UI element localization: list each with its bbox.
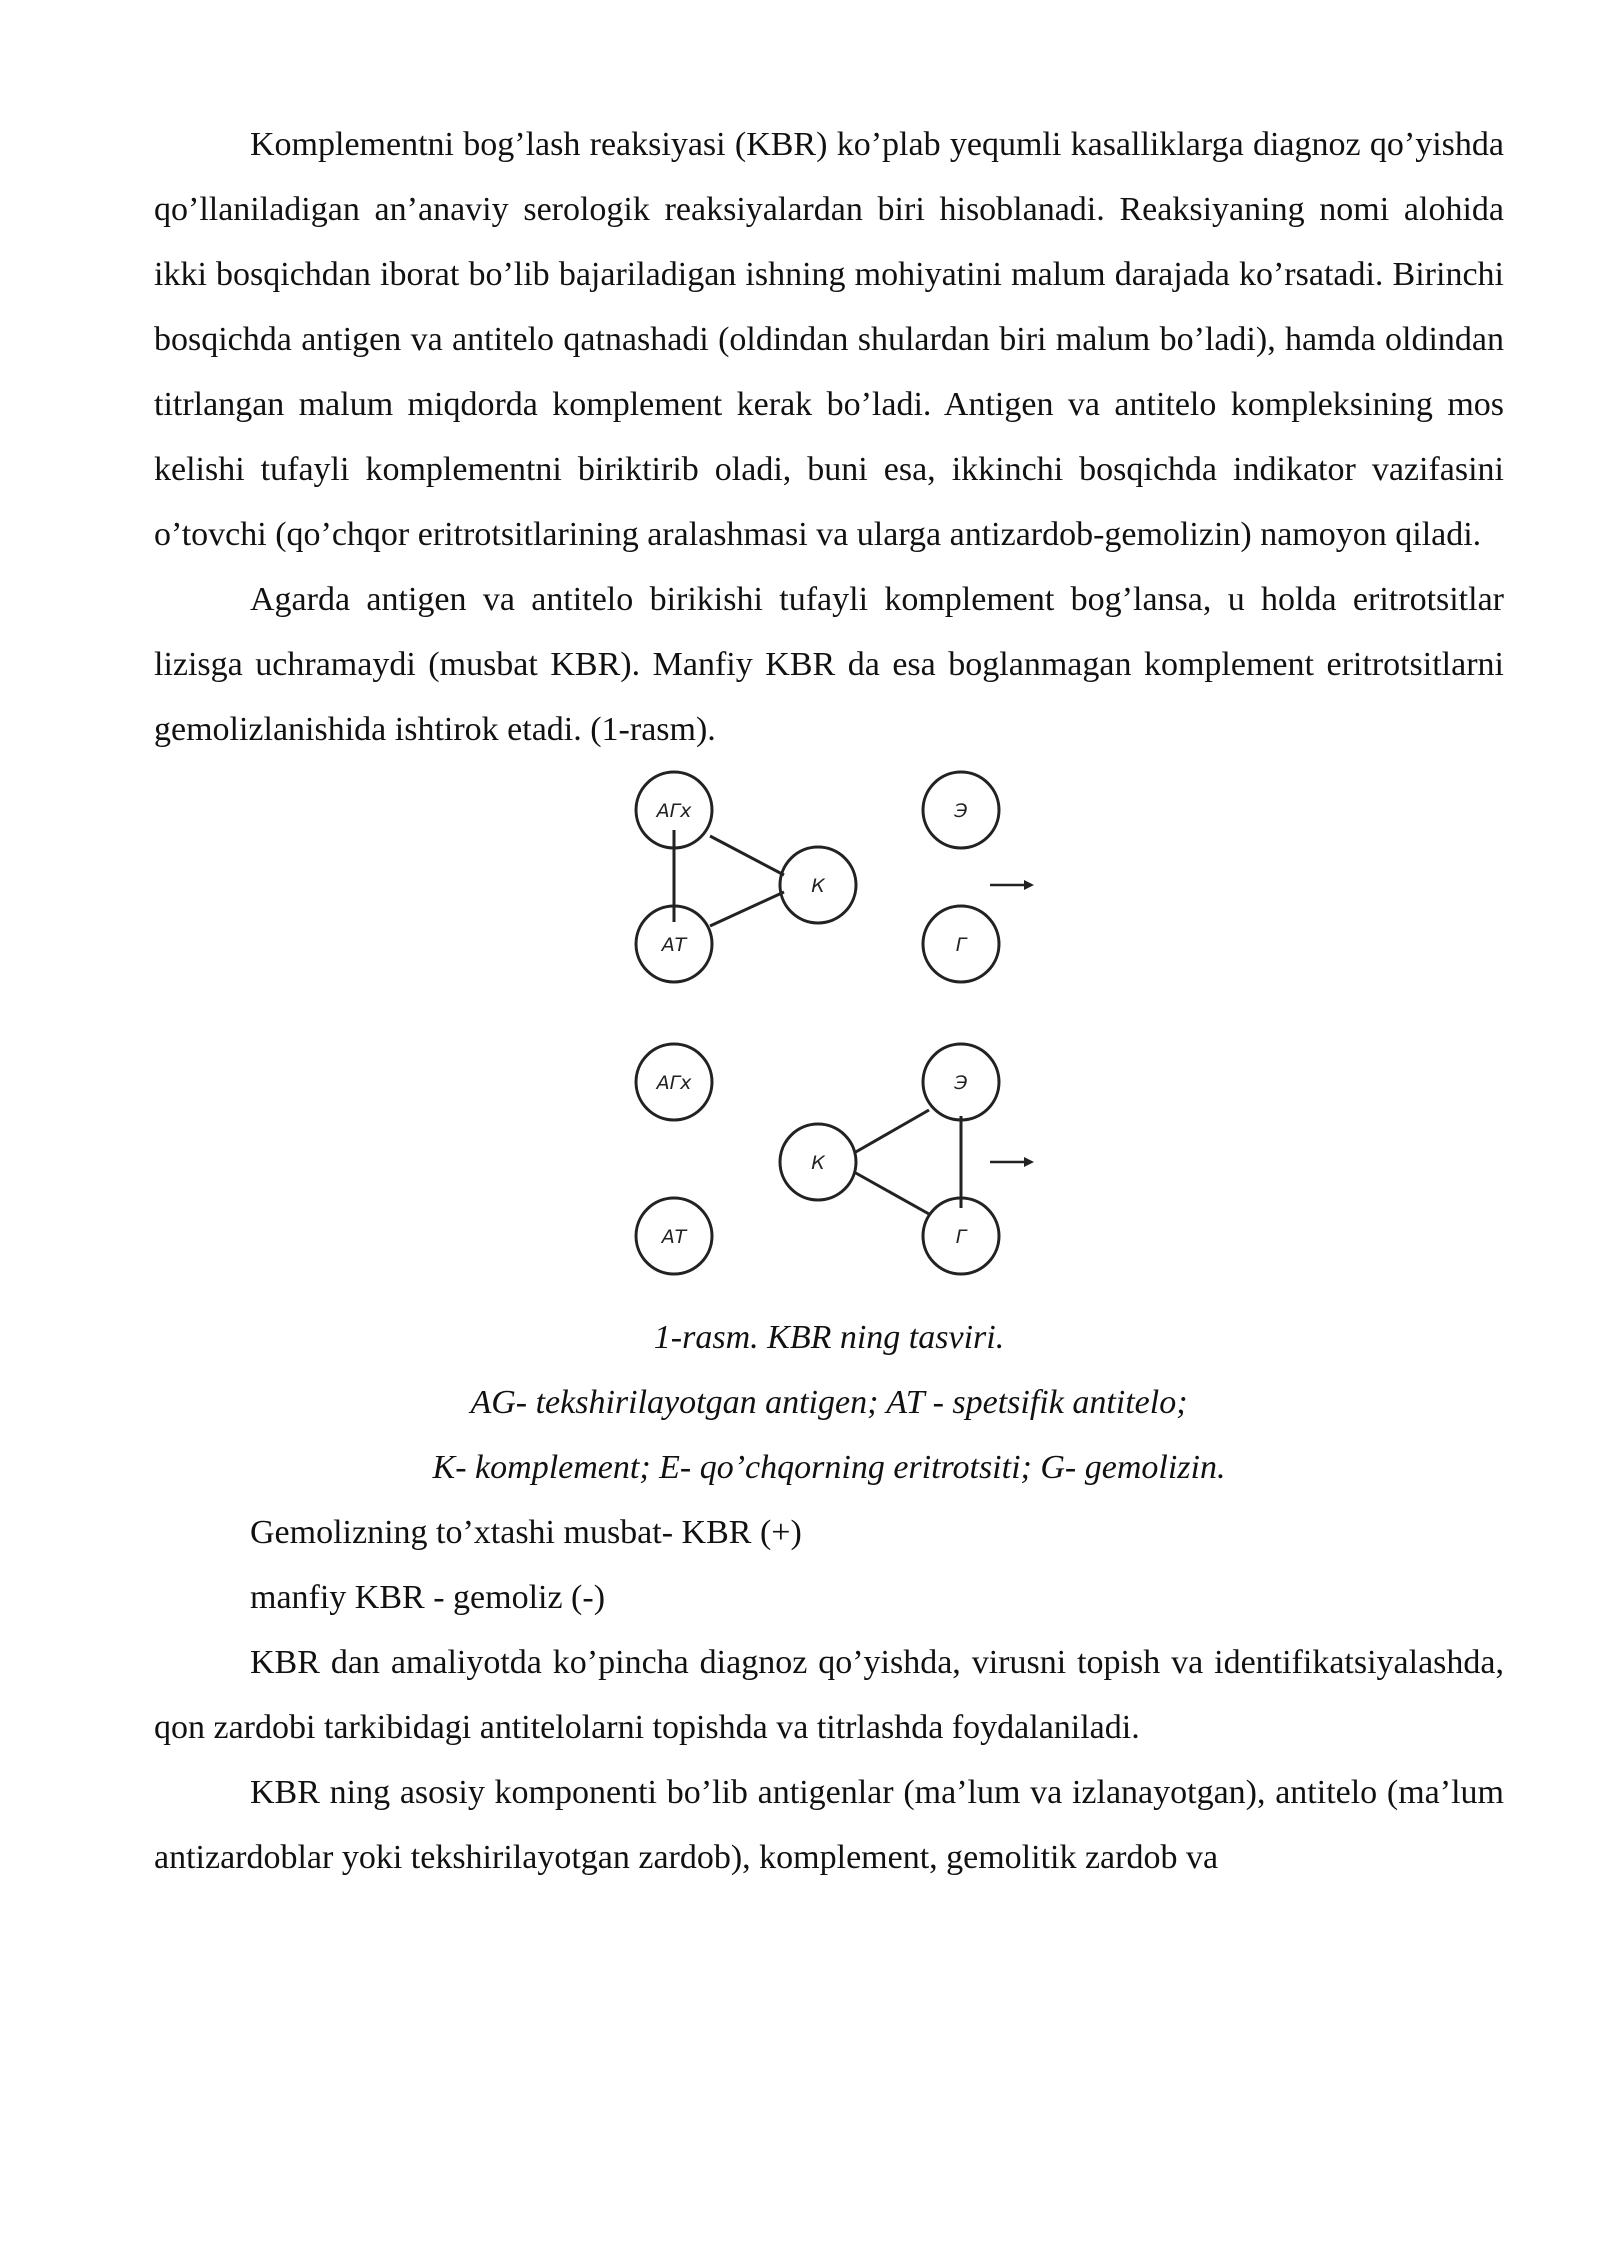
- bottom-line-k-g: [854, 1172, 929, 1214]
- top-label-agx: АГх: [656, 800, 692, 822]
- line-positive-kbr: Gemolizning to’xtashi musbat- KBR (+): [250, 1514, 802, 1551]
- top-line-agx-k: [710, 836, 784, 875]
- paragraph-kbr-result: Agarda antigen va antitelo birikishi tufayli komplement bog’lansa, u holda eritrotsitlar lizisga uchramaydi (musbat KBR). Manfiy KBR da esa boglanmagan komplement eritrotsitlarni gemolizlanishida ishtirok etadi. (1-rasm).: [154, 581, 1504, 748]
- paragraph-kbr-components: KBR ning asosiy komponenti bo’lib antigenlar (ma’lum va izlanayotgan), antitelo (ma’lum antizardoblar yoki tekshirilayotgan zardob), komplement, gemolitik zardob va: [154, 1774, 1504, 1876]
- top-label-at: АТ: [661, 934, 687, 956]
- figure-caption-title: 1-rasm. KBR ning tasviri.: [653, 1319, 1005, 1356]
- bottom-label-at: АТ: [661, 1226, 687, 1248]
- bottom-arrow-icon: [990, 1157, 1034, 1167]
- bottom-line-k-e: [854, 1110, 929, 1153]
- kbr-diagram: [154, 770, 1504, 1305]
- bottom-label-k: К: [811, 1152, 825, 1174]
- document-page: [154, 112, 1504, 1890]
- bottom-label-e: Э: [954, 1072, 968, 1094]
- top-label-e: Э: [954, 800, 968, 822]
- bottom-label-agx: АГх: [656, 1072, 692, 1094]
- bottom-label-g: Г: [955, 1226, 967, 1248]
- figure-caption-legend-2: K- komplement; E- qo’chqorning eritrotsiti; G- gemolizin.: [432, 1449, 1226, 1486]
- paragraph-kbr-intro: Komplementni bog’lash reaksiyasi (KBR) ko’plab yequmli kasalliklarga diagnoz qo’yishda qo’llaniladigan an’anaviy serologik reaksiyalardan biri hisoblanadi. Reaksiyaning nomi alohida ikki bosqichdan iborat bo’lib bajariladigan ishning mohiyatini malum darajada ko’rsatadi. Birinchi bosqichda antigen va antitelo qatnashadi (oldindan shulardan biri malum bo’ladi), hamda oldindan titrlangan malum miqdorda komplement kerak bo’ladi. Antigen va antitelo kompleksining mos kelishi tufayli komplementni biriktirib oladi, buni esa, ikkinchi bosqichda indikator vazifasini o’tovchi (qo’chqor eritrotsitlarining aralashmasi va ularga antizardob-gemolizin) namoyon qiladi.: [154, 126, 1504, 553]
- top-label-g: Г: [955, 934, 967, 956]
- top-line-at-k: [710, 892, 784, 926]
- kbr-diagram-svg: [154, 770, 1504, 1305]
- top-label-k: К: [811, 875, 825, 897]
- paragraph-kbr-usage: KBR dan amaliyotda ko’pincha diagnoz qo’yishda, virusni topish va identifikatsiyalashda, qon zardobi tarkibidagi antitelolarni topishda va titrlashda foydalaniladi.: [154, 1644, 1504, 1746]
- top-arrow-icon: [990, 880, 1034, 890]
- figure-caption-legend-1: AG- tekshirilayotgan antigen; AT - spetsifik antitelo;: [470, 1384, 1188, 1421]
- line-negative-kbr: manfiy KBR - gemoliz (-): [250, 1579, 606, 1616]
